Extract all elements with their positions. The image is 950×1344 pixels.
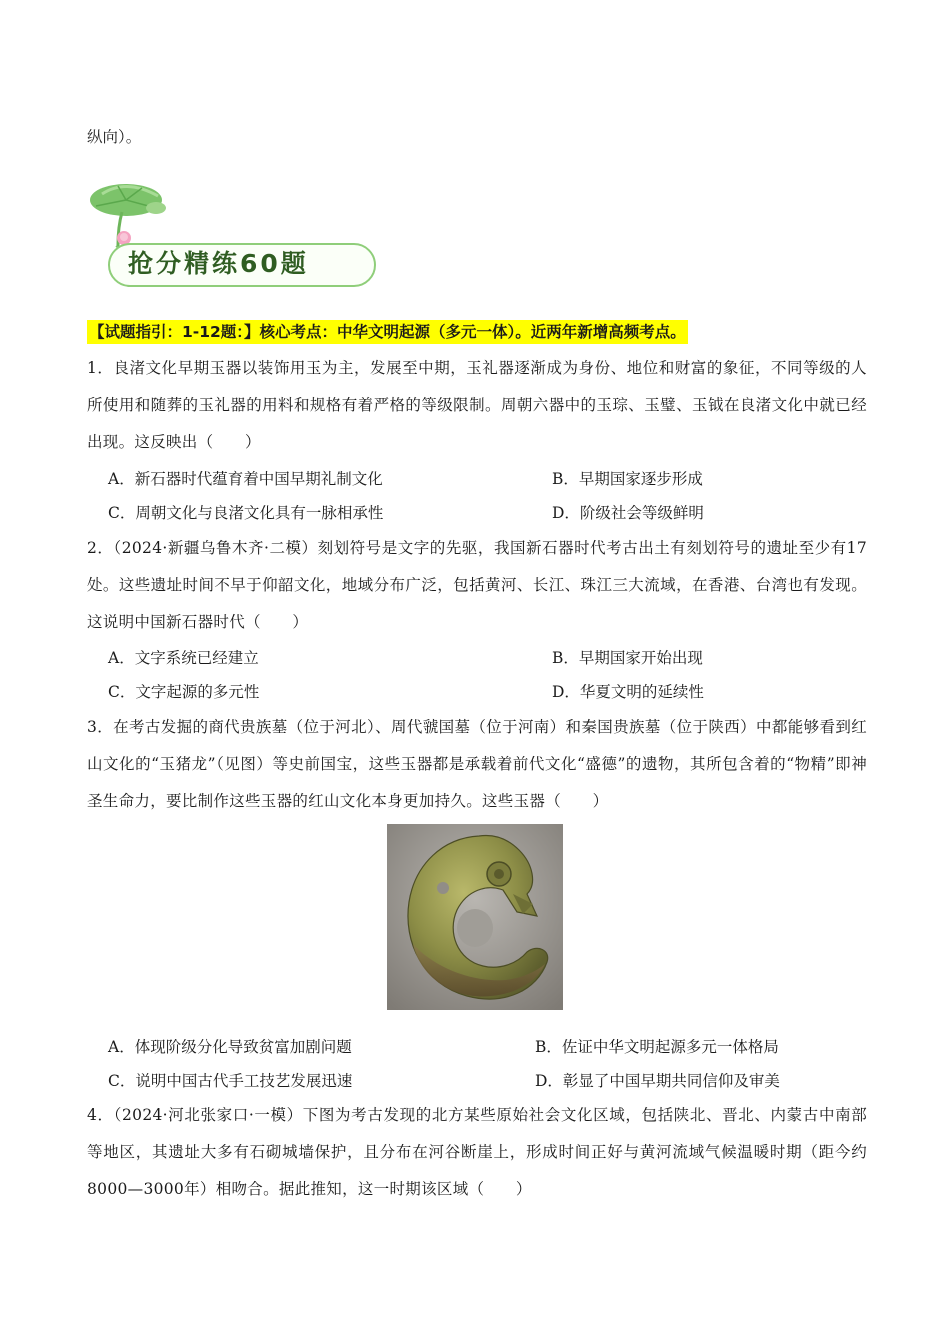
question-3-option-d: D．彰显了中国早期共同信仰及审美 (535, 1072, 780, 1090)
question-1-option-d: D．阶级社会等级鲜明 (552, 504, 704, 522)
question-1-option-b: B．早期国家逐步形成 (552, 470, 703, 488)
question-3-option-b: B．佐证中华文明起源多元一体格局 (535, 1038, 779, 1056)
exam-guide-highlight: 【试题指引：1-12题：】核心考点：中华文明起源（多元一体）。近两年新增高频考点。 (87, 320, 688, 344)
jade-pig-dragon-photo (387, 824, 563, 1010)
question-2-option-d: D．华夏文明的延续性 (552, 683, 704, 701)
question-3-option-c: C．说明中国古代手工技艺发展迅速 (108, 1072, 353, 1090)
question-2-option-c: C．文字起源的多元性 (108, 683, 260, 701)
question-1-stem: 1．良渚文化早期玉器以装饰用玉为主，发展至中期，玉礼器逐渐成为身份、地位和财富的象征，不同等级的人所使用和随葬的玉礼器的用料和规格有着严格的等级限制。周朝六器中的玉琮、玉璧、玉钺在良渚文化中就已经出现。这反映出（ ） (87, 359, 867, 451)
banner-title: 抢分精练60题 (128, 249, 309, 278)
question-1-option-a: A．新石器时代蕴育着中国早期礼制文化 (108, 470, 383, 488)
section-banner (88, 182, 380, 294)
question-2-option-a: A．文字系统已经建立 (108, 649, 259, 667)
question-2-option-b: B．早期国家开始出现 (552, 649, 703, 667)
question-4-stem: 4．（2024·河北张家口·一模）下图为考古发现的北方某些原始社会文化区域，包括陕北、晋北、内蒙古中南部等地区，其遗址大多有石砌城墙保护，且分布在河谷断崖上，形成时间正好与黄河流域气候温暖时期（距今约8000—3000年）相吻合。据此推知，这一时期该区域（ ） (87, 1106, 867, 1198)
continuation-text: 纵向）。 (87, 128, 142, 146)
question-2-stem: 2．（2024·新疆乌鲁木齐·二模）刻划符号是文字的先驱，我国新石器时代考古出土有刻划符号的遗址至少有17处。这些遗址时间不早于仰韶文化，地域分布广泛，包括黄河、长江、珠江三大流域，在香港、台湾也有发现。这说明中国新石器时代（ ） (87, 539, 867, 631)
question-3-stem: 3．在考古发掘的商代贵族墓（位于河北）、周代虢国墓（位于河南）和秦国贵族墓（位于陕西）中都能够看到红山文化的“玉猪龙”（见图）等史前国宝，这些玉器都是承载着前代文化“盛德”的遗物，其所包含着的“物精”即神圣生命力，要比制作这些玉器的红山文化本身更加持久。这些玉器（ ） (87, 718, 867, 810)
question-1-option-c: C．周朝文化与良渚文化具有一脉相承性 (108, 504, 384, 522)
question-3-option-a: A．体现阶级分化导致贫富加剧问题 (108, 1038, 352, 1056)
